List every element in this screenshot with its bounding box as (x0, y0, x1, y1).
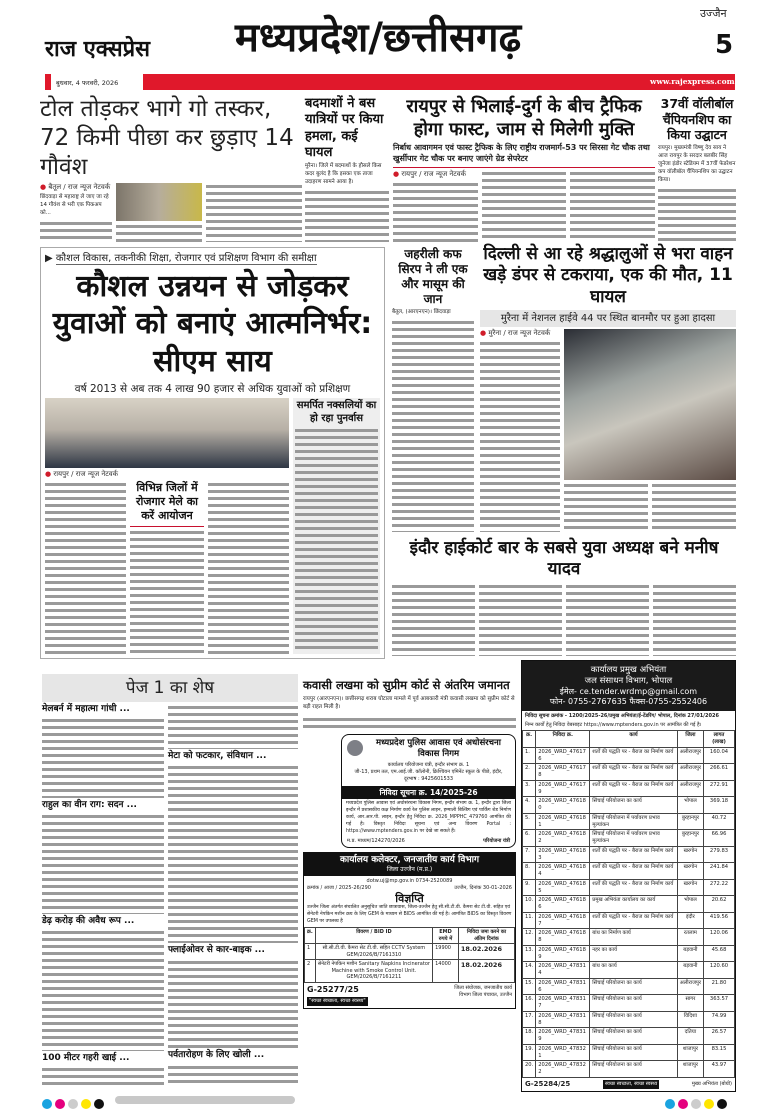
bus-headline: बदमाशों ने बस यात्रियों पर किया हमला, कई घायल (305, 96, 384, 160)
police-office: कार्यालय परियोजना यंत्री, इन्दौर संभाग क्र. 1 (387, 761, 470, 768)
table-cell: 2026_WRD_476186 (536, 896, 590, 913)
toll-photo (116, 183, 202, 221)
table-cell: इंदौर (677, 912, 703, 929)
collector-date: उज्जैन, दिनांक 30-01-2026 (454, 884, 512, 891)
police-ref: म.प्र. माध्यम/124270/2026 (347, 837, 405, 844)
edition: उज्जैन (700, 7, 727, 20)
wrd-table (522, 730, 735, 1078)
table-cell: बांध का निर्माण कार्य (590, 929, 678, 946)
table-cell: 160.04 (704, 747, 735, 764)
table-cell: 2026_WRD_478321 (536, 1044, 590, 1061)
table-cell: अलीराजपुर (677, 978, 703, 995)
triangle-icon: ▶ (45, 253, 56, 264)
table-row (523, 896, 735, 913)
syrup-headline: जहरीली कफ सिरप ने ली एक और मासूम की जान (398, 247, 468, 306)
table-cell: 9. (523, 879, 536, 896)
table-cell: 12. (523, 929, 536, 946)
skill-byline: ● रायपुर / राज न्यूज नेटवर्क (45, 470, 289, 479)
table-cell: सिंचाई परियोजना का कार्य (590, 797, 678, 814)
registration-bar (115, 1096, 295, 1104)
table-cell: खरगोन (677, 863, 703, 880)
raipur-byline: ● रायपुर / राज न्यूज नेटवर्क (393, 170, 478, 179)
column-header: निविदा जमा करने का अंतिम दिनांक (458, 928, 514, 944)
table-row (523, 747, 735, 764)
table-row (523, 830, 735, 847)
table-row (523, 912, 735, 929)
table-cell: अलीराजपुर (677, 780, 703, 797)
table-row (523, 1061, 735, 1078)
naxal-box (293, 398, 380, 654)
table-cell: 21.80 (704, 978, 735, 995)
table-cell: सिंचाई परियोजना का कार्य (590, 1044, 678, 1061)
wrd-slogan: स्वच्छ स्वच्छता, स्वच्छ स्वस्थ्य (605, 1081, 658, 1088)
collector-notice: विज्ञप्ति (395, 891, 424, 905)
police-notice: निविदा सूचना क्र. 14/2025-26 (342, 786, 515, 799)
table-cell: खरगोन (677, 879, 703, 896)
registration-marks (665, 1094, 730, 1113)
table-cell: 20. (523, 1061, 536, 1078)
paper-logo: राज एक्सप्रेस (45, 37, 150, 62)
raipur-headline: रायपुर से भिलाई-दुर्ग के बीच ट्रैफिक होगा फास्ट, जाम से मिलेगी मुक्ति (406, 96, 642, 140)
table-row (523, 780, 735, 797)
skill-box (40, 247, 385, 659)
indore-story (392, 538, 736, 656)
table-cell: बड़वानी (677, 945, 703, 962)
table-cell: 272.91 (704, 780, 735, 797)
wrd-code: G-25284/25 (525, 1079, 571, 1088)
cont-5: मेटा को फटकार, संविधान ... (168, 750, 267, 761)
cont-2: राहुल का वीन राग: सदन ... (42, 800, 137, 811)
table-cell: सिंचाई परियोजना का कार्य (590, 1011, 678, 1028)
table-cell: 83.15 (704, 1044, 735, 1061)
table-cell: 11. (523, 912, 536, 929)
table-cell: 19. (523, 1044, 536, 1061)
table-cell: सागर (677, 995, 703, 1012)
table-cell: प्रमुख अभियंता कार्यालय का कार्य (590, 896, 678, 913)
wrd-ref: निविदा सूचना क्रमांक - 1200/2025-26/प्रमुख अभियंता/ई-टेंडरिंग/ भोपाल, दिनांक 27/01/2026 (525, 712, 719, 719)
accident-photo (564, 329, 736, 480)
wrd-title2: जल संसाधन विभाग, भोपाल (584, 676, 673, 687)
table-cell: सिंचाई परियोजना में पर्यावरण प्रभाव मूल्यांकन (590, 813, 678, 830)
table-cell: बांध का कार्य (590, 962, 678, 979)
table-cell: 272.22 (704, 879, 735, 896)
table-row (523, 797, 735, 814)
indore-headline: इंदौर हाईकोर्ट बार के सबसे युवा अध्यक्ष बने मनीष यादव (409, 538, 719, 580)
table-cell: भोपाल (677, 896, 703, 913)
registration-marks (42, 1094, 107, 1113)
table-cell: 2 (305, 960, 316, 983)
table-cell: 2026_WRD_476183 (536, 846, 590, 863)
table-cell: शर्तों की पद्धति पर - बैराज का निर्माण कार्य (590, 780, 678, 797)
kicker-text: कौशल विकास, तकनीकी शिक्षा, रोजगार एवं प्रशिक्षण विभाग की समीक्षा (55, 253, 317, 264)
table-cell: अलीराजपुर (677, 747, 703, 764)
collector-slogan: "स्वच्छ स्वच्छता, स्वच्छ स्वस्थ्य" (309, 997, 366, 1004)
collector-table (304, 927, 515, 983)
table-cell: 2026_WRD_478319 (536, 1028, 590, 1045)
table-cell: अलीराजपुर (677, 764, 703, 781)
table-cell: रतलाम (677, 929, 703, 946)
column-header: जिला (677, 731, 703, 748)
collector-sign: जिला संयोजक, जनजातीय कार्य विभाग जिला पंचायत, उज्जैन (454, 984, 512, 998)
skill-quote: विभिन्न जिलों में रोजगार मेले का करें आयोजन (130, 481, 204, 526)
delhi-headline: दिल्ली से आ रहे श्रद्धालुओं से भरा वाहन खड़े डंपर से टकराया, एक की मौत, 11 घायल (483, 244, 733, 307)
table-cell: सिंचाई परियोजना का कार्य (590, 1028, 678, 1045)
table-row (523, 1044, 735, 1061)
bus-lead: मुरैना। जिले में बदमाशों के हौसले किस कदर बुलंद है कि इसका एक ताजा उदाहरण सामने आया है। (305, 163, 382, 185)
table-cell: 279.83 (704, 846, 735, 863)
table-cell: 10. (523, 896, 536, 913)
table-cell: 4. (523, 797, 536, 814)
column-header: क्र. (305, 928, 316, 944)
table-cell: दतिया (677, 1028, 703, 1045)
raipur-story (393, 96, 655, 242)
table-cell: 3. (523, 780, 536, 797)
police-org: मध्यप्रदेश पुलिस आवास एवं अधोसंरचना विकास निगम (376, 738, 501, 759)
table-cell: शाजापुर (677, 1044, 703, 1061)
table-cell: 18.02.2026 (458, 944, 514, 960)
table-cell: 2026_WRD_476181 (536, 813, 590, 830)
table-cell: 74.99 (704, 1011, 735, 1028)
wrd-intro: निम्न कार्यों हेतु निविदा वेबसाइट https://www.mptenders.gov.in पर आमंत्रित की गई है। (525, 721, 702, 728)
table-cell: 19900 (433, 944, 459, 960)
skill-kicker (45, 252, 380, 266)
cont-1: मेलबर्न में महात्मा गांधी ... (42, 704, 130, 715)
table-cell: बड़वानी (677, 962, 703, 979)
syrup-lead: बैतूल, (आरएनएन)। छिंदवाड़ा (392, 309, 451, 315)
table-cell: 363.57 (704, 995, 735, 1012)
table-cell: खरगोन (677, 846, 703, 863)
table-cell: सिंचाई परियोजना में पर्यावरण प्रभाव मूल्यांकन (590, 830, 678, 847)
cont-4: 100 मीटर गहरी खाई ... (42, 1052, 130, 1063)
table-cell: सिंचाई परियोजना का कार्य (590, 978, 678, 995)
toll-story (40, 95, 302, 242)
page-number: 5 (715, 30, 734, 60)
toll-byline: ● बैतूल / राज न्यूज नेटवर्क (40, 183, 112, 192)
table-cell: 120.60 (704, 962, 735, 979)
table-cell: सिंचाई परियोजना का कार्य (590, 995, 678, 1012)
collector-contact[interactable]: dotw.uj@mp.gov.in 0734-2520089 (366, 878, 453, 885)
table-row (523, 879, 735, 896)
table-cell: 7. (523, 846, 536, 863)
website[interactable]: www.rajexpress.com (650, 77, 735, 86)
table-cell: 13. (523, 945, 536, 962)
delhi-byline: ● मुरैना / राज न्यूज नेटवर्क (480, 329, 560, 338)
table-cell: 2026_WRD_476182 (536, 830, 590, 847)
table-cell: 2026_WRD_478318 (536, 1011, 590, 1028)
table-cell: भोपाल (677, 797, 703, 814)
table-row (523, 863, 735, 880)
red-bar (143, 74, 735, 90)
wrd-title1: कार्यालय प्रमुख अभियंता (590, 665, 667, 675)
cont-3: डेढ़ करोड़ की अवैध रूप ... (42, 916, 135, 927)
table-cell: 26.57 (704, 1028, 735, 1045)
syrup-story (392, 247, 474, 532)
table-cell: 2026_WRD_476188 (536, 929, 590, 946)
table-cell: बुरहानपुर (677, 813, 703, 830)
table-cell: 2026_WRD_476180 (536, 797, 590, 814)
table-cell: 1. (523, 747, 536, 764)
table-cell: 45.68 (704, 945, 735, 962)
table-cell: 43.97 (704, 1061, 735, 1078)
table-row (523, 978, 735, 995)
table-cell: 419.56 (704, 912, 735, 929)
table-cell: 2026_WRD_476185 (536, 879, 590, 896)
table-cell: 6. (523, 830, 536, 847)
police-address: जी-13, प्रथम तल, एम.आई.जी. कॉलोनी, क्रिश्चियन एमिनेंट स्कूल के पीछे, इंदौर, दूरभाष : 9425601533 (354, 768, 503, 782)
table-cell: 2026_WRD_476187 (536, 912, 590, 929)
cont-7: पर्वतारोहण के लिए खोली ... (168, 1050, 265, 1061)
table-row (523, 995, 735, 1012)
column-header: कार्य (590, 731, 678, 748)
table-cell: 2026_WRD_478316 (536, 978, 590, 995)
table-cell: सी.सी.टी.वी. कैमरा सेट टी.वी. सहित CCTV System GEM/2026/B/7161310 (315, 944, 432, 960)
table-cell: 2026_WRD_478317 (536, 995, 590, 1012)
table-cell: 17. (523, 1011, 536, 1028)
column-header: EMD रुपये में (433, 928, 459, 944)
lakhma-lead: रायपुर (आरएनएन)। छत्तीसगढ़ शराब घोटाला मामले में पूर्व आबकारी मंत्री कवासी लखमा को सुप्रीम कोर्ट से बड़ी राहत मिली है। (303, 696, 515, 711)
table-cell: 2026_WRD_476184 (536, 863, 590, 880)
table-cell: 14000 (433, 960, 459, 983)
table-cell: 2026_WRD_476189 (536, 945, 590, 962)
delhi-story (480, 244, 736, 532)
wrd-phone: फोन- 0755-2767635 फैक्स-0755-2552406 (549, 697, 708, 707)
skill-subline: वर्ष 2013 से अब तक 4 लाख 90 हजार से अधिक युवाओं को प्रशिक्षण (74, 383, 351, 395)
table-cell: शर्तों की पद्धति पर - बैराज का निर्माण कार्य (590, 846, 678, 863)
table-row (523, 1011, 735, 1028)
table-cell: 5. (523, 813, 536, 830)
table-cell: 20.62 (704, 896, 735, 913)
wrd-email[interactable]: ईमेल- ce.tender.wrdmp@gmail.com (559, 687, 698, 697)
table-cell: 8. (523, 863, 536, 880)
volley-lead: रायपुर। मुख्यमंत्री विष्णु देव साय ने आज रायपुर के सरदार बलबीर सिंह जुनेजा इंडोर स्टेडियम में 37वीं फेडरेशन कप वॉलीबॉल चैंपियनशिप का उद्घाटन किया। (658, 144, 736, 183)
table-cell: 120.06 (704, 929, 735, 946)
table-cell: 16. (523, 995, 536, 1012)
collector-body: उज्जैन जिला अंतर्गत संचालित अनुसूचित जाति छात्रावास, जिला-उज्जैन हेतु सी.सी.टी.वी. कैमरा सेट टी.वी. सहित एवं सेनेटरी नेपकिन मशीन क्रय के लिए GEM के माध्यम से BIDS आमंत्रित की गई है। आमंत्रित BIDS का विस्तृत विवरण GEM पर उपलब्ध है (307, 905, 512, 924)
table-cell: 2026_WRD_478322 (536, 1061, 590, 1078)
meeting-photo (45, 398, 289, 468)
table-cell: 40.72 (704, 813, 735, 830)
table-cell: शर्तों की पद्धति पर - बैराज का निर्माण कार्य (590, 863, 678, 880)
table-cell: 1 (305, 944, 316, 960)
table-row (305, 960, 515, 983)
table-cell: बुरहानपुर (677, 830, 703, 847)
table-cell: शर्तों की पद्धति पर - बैराज का निर्माण कार्य (590, 912, 678, 929)
table-row (523, 813, 735, 830)
toll-lead: छिंदवाड़ा से महाराष्ट्र ले जाए जा रहे 14 गौवंश से भरी एक पिकअप को... (40, 194, 109, 217)
cont-6: फ्लाईओवर से कार-बाइक ... (168, 945, 265, 956)
lakhma-headline: कवासी लखमा को सुप्रीम कोर्ट से अंतरिम जमानत (303, 678, 510, 692)
bus-story (305, 96, 389, 242)
table-cell: शर्तों की पद्धति पर - बैराज का निर्माण कार्य (590, 764, 678, 781)
table-cell: 2026_WRD_476178 (536, 764, 590, 781)
table-row (523, 1028, 735, 1045)
collector-code: G-25277/25 (307, 984, 359, 994)
table-cell: 2026_WRD_478314 (536, 962, 590, 979)
table-row (523, 764, 735, 781)
table-cell: 2. (523, 764, 536, 781)
table-row (523, 945, 735, 962)
page1-section (42, 674, 298, 1086)
collector-ref: क्रमांक / आजा / 2025-26/290 (307, 884, 371, 891)
table-row (305, 944, 515, 960)
delhi-subhead: मुरैना में नेशनल हाईवे 44 पर स्थित बानमौर पर हुआ हादसा (480, 310, 736, 328)
column-header: निविदा क्र. (536, 731, 590, 748)
collector-title: कार्यालय कलेक्टर, जनजातीय कार्य विभाग (339, 854, 480, 865)
raipur-subhead: निर्बाध आवागमन एवं फास्ट ट्रैफिक के लिए राष्ट्रीय राजमार्ग-53 पर सिरसा गेट चौक तथा खुर्सीपार गेट चौक पर बनाए जाएंगे ग्रेड सेपरेटर (393, 143, 655, 168)
table-cell: 266.61 (704, 764, 735, 781)
police-body: मध्यप्रदेश पुलिस आवास एवं अधोसंरचना विकास निगम, इन्दौर संभाग क्र. 1, इन्दौर द्वारा जिला इन्दौर में प्रशासकीय कक्ष निर्माण कार्य रेल पुलिस लाइन, हम्माली बिल्डिंग एवं पार्किंग शेड निर्माण कार्य, आर.आर.पी. लाइन, इन्दौर हेतु निविदा क्र. 2026_MPPHC_479760 आमंत्रित की गई है। विस्तृत निविदा सूचना एवं अन्य विवरण Portal : https://www.mptenders.gov.in पर देखे जा सकते हैं। (346, 800, 511, 834)
naxal-headline: समर्पित नक्सलियों का हो रहा पुनर्वास (296, 400, 377, 424)
table-cell: विदिशा (677, 1011, 703, 1028)
collector-district: जिला उज्जैन (म.प्र.) (386, 865, 433, 873)
skill-headline: कौशल उन्नयन से जोड़कर युवाओं को बनाएं आत्मनिर्भर: सीएम साय (52, 268, 373, 379)
table-cell: शर्तों की पद्धति पर - बैराज का निर्माण कार्य (590, 747, 678, 764)
column-header: विवरण / BID ID (315, 928, 432, 944)
table-cell: 369.18 (704, 797, 735, 814)
table-row (523, 962, 735, 979)
table-cell: नहर का कार्य (590, 945, 678, 962)
table-cell: 241.84 (704, 863, 735, 880)
issue-date: बुधवार, 4 फरवरी, 2026 (56, 79, 119, 87)
table-cell: 2026_WRD_476176 (536, 747, 590, 764)
table-cell: 14. (523, 962, 536, 979)
table-row (523, 846, 735, 863)
wrd-ad (521, 660, 736, 1092)
table-cell: शर्तों की पद्धति पर - बैराज का निर्माण कार्य (590, 879, 678, 896)
wrd-sign: मुख्य अभियंता (बोधी) (691, 1081, 732, 1088)
table-cell: 18. (523, 1028, 536, 1045)
toll-headline: टोल तोड़कर भागे गो तस्कर, 72 किमी पीछा कर छुड़ाए 14 गौवंश (40, 96, 294, 180)
table-cell: 2026_WRD_476179 (536, 780, 590, 797)
table-cell: शाजापुर (677, 1061, 703, 1078)
police-ad (341, 734, 516, 847)
accent-block (45, 74, 51, 90)
table-row (523, 929, 735, 946)
table-cell: सेनेटरी नेपकिन मशीन Sanitary Napkins Incinerator Machine with Smoke Control Unit. GEM/2026/B/7161211 (315, 960, 432, 983)
center-bottom (303, 678, 516, 1009)
volley-story (658, 96, 736, 242)
column-header: लागत (लाख) (704, 731, 735, 748)
collector-ad (303, 852, 516, 1009)
table-cell: 15. (523, 978, 536, 995)
police-sign: परियोजना यंत्री (483, 837, 510, 844)
table-cell: सिंचाई परियोजना का कार्य (590, 1061, 678, 1078)
table-cell: 18.02.2026 (458, 960, 514, 983)
table-cell: 66.96 (704, 830, 735, 847)
page1-title: पेज 1 का शेष (42, 674, 298, 702)
column-header: क्र. (523, 731, 536, 748)
section-title: मध्यप्रदेश/छत्तीसगढ़ (235, 15, 522, 61)
volley-headline: 37वीं वॉलीबॉल चैंपियनशिप का किया उद्घाटन (660, 96, 734, 143)
